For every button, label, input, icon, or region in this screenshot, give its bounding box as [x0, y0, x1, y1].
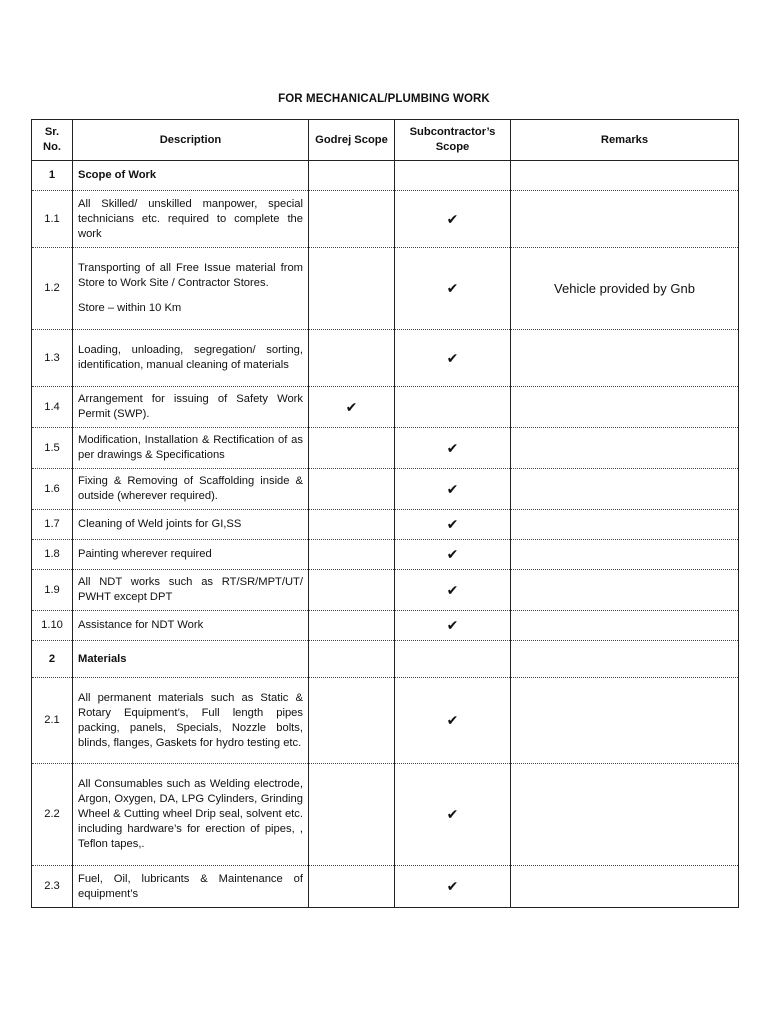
row-number: 1.4 [32, 387, 73, 428]
header-description: Description [73, 120, 309, 161]
description-text: Modification, Installation & Rectification of as per drawings & Specifications [78, 434, 303, 461]
description-text: Fuel, Oil, lubricants & Maintenance of equipment’s [78, 872, 303, 900]
check-icon: ✔ [446, 581, 459, 598]
subcontractor-scope-cell [395, 611, 511, 641]
subcontractor-scope-cell [395, 866, 511, 908]
header-remarks: Remarks [511, 120, 739, 161]
subcontractor-scope-cell [395, 191, 511, 248]
godrej-scope-cell [309, 570, 395, 611]
description-text: All permanent materials such as Static & Rotary Equipment’s, Full length pipes packing, panels, Specials, Nozzle bolts, blinds, flanges, Gaskets for hydro testing etc. [78, 691, 303, 749]
godrej-scope-cell [309, 764, 395, 866]
remarks-cell [511, 570, 739, 611]
remarks-cell [511, 161, 739, 191]
subcontractor-scope-cell [395, 678, 511, 764]
row-description [73, 611, 309, 641]
table-row [32, 866, 739, 908]
row-number: 2.1 [32, 678, 73, 764]
subcontractor-scope-cell [395, 764, 511, 866]
row-number: 1.7 [32, 510, 73, 540]
remarks-cell [511, 611, 739, 641]
table-row [32, 387, 739, 428]
header-sr-no: Sr. No. [32, 120, 73, 161]
row-description [73, 540, 309, 570]
description-text: Fixing & Removing of Scaffolding inside & outside (wherever required). [78, 475, 303, 502]
row-number: 1.3 [32, 330, 73, 387]
table-row [32, 191, 739, 248]
remarks-cell: Vehicle provided by Gnb [511, 248, 739, 330]
godrej-scope-cell [309, 678, 395, 764]
description-text: All NDT works such as RT/SR/MPT/UT/ PWHT except DPT [78, 576, 303, 603]
subcontractor-scope-cell [395, 387, 511, 428]
remarks-cell [511, 469, 739, 510]
row-description [73, 161, 309, 191]
subcontractor-scope-cell [395, 510, 511, 540]
section-row [32, 161, 739, 191]
scope-table [31, 119, 739, 908]
row-description [73, 191, 309, 248]
subcontractor-scope-cell [395, 428, 511, 469]
godrej-scope-cell [309, 248, 395, 330]
description-text: All Consumables such as Welding electrode, Argon, Oxygen, DA, LPG Cylinders, Grinding Wheel & Cutting wheel Drip seal, solvent etc. including hardware’s for erection of pipes, , Teflon tapes,. [78, 778, 303, 850]
table-row [32, 678, 739, 764]
description-text: Transporting of all Free Issue material from Store to Work Site / Contractor Stores. [78, 262, 303, 289]
godrej-scope-cell [309, 191, 395, 248]
row-number: 1 [32, 161, 73, 191]
check-icon: ✔ [446, 712, 459, 728]
table-row [32, 540, 739, 570]
table-row [32, 764, 739, 866]
check-icon: ✔ [345, 398, 358, 415]
table-row [32, 510, 739, 540]
check-icon: ✔ [446, 280, 459, 296]
godrej-scope-cell [309, 611, 395, 641]
row-number: 2.3 [32, 866, 73, 908]
check-icon: ✔ [446, 210, 459, 227]
row-description [73, 510, 309, 540]
description-text: Assistance for NDT Work [78, 619, 204, 631]
table-row [32, 248, 739, 330]
godrej-scope-cell [309, 330, 395, 387]
subcontractor-scope-cell [395, 641, 511, 678]
table-row [32, 469, 739, 510]
row-description [73, 469, 309, 510]
row-number: 1.6 [32, 469, 73, 510]
row-description [73, 428, 309, 469]
godrej-scope-cell [309, 641, 395, 678]
remarks-cell [511, 866, 739, 908]
description-text: Cleaning of Weld joints for GI,SS [78, 518, 242, 530]
remarks-cell [511, 540, 739, 570]
row-number: 1.10 [32, 611, 73, 641]
description-text: Materials [78, 652, 127, 665]
remarks-cell [511, 641, 739, 678]
table-row [32, 330, 739, 387]
check-icon: ✔ [446, 349, 459, 366]
header-subcontractor-scope: Subcontractor’s Scope [395, 120, 511, 161]
header-godrej-scope: Godrej Scope [309, 120, 395, 161]
table-row [32, 428, 739, 469]
table-row [32, 570, 739, 611]
row-description [73, 866, 309, 908]
godrej-scope-cell [309, 387, 395, 428]
check-icon: ✔ [446, 516, 459, 532]
subcontractor-scope-cell [395, 469, 511, 510]
remarks-cell [511, 510, 739, 540]
remarks-cell [511, 764, 739, 866]
row-number: 1.1 [32, 191, 73, 248]
table-header-row [32, 120, 739, 161]
row-description [73, 330, 309, 387]
description-text: All Skilled/ unskilled manpower, special technicians etc. required to complete the work [78, 197, 303, 240]
row-number: 1.5 [32, 428, 73, 469]
godrej-scope-cell [309, 540, 395, 570]
check-icon: ✔ [446, 806, 459, 822]
row-description [73, 764, 309, 866]
subcontractor-scope-cell [395, 248, 511, 330]
godrej-scope-cell [309, 428, 395, 469]
row-description [73, 641, 309, 678]
row-number: 1.2 [32, 248, 73, 330]
row-number: 2.2 [32, 764, 73, 866]
description-note: Store – within 10 Km [78, 302, 182, 314]
godrej-scope-cell [309, 469, 395, 510]
godrej-scope-cell [309, 866, 395, 908]
row-description [73, 678, 309, 764]
row-description [73, 387, 309, 428]
description-text: Arrangement for issuing of Safety Work Permit (SWP). [78, 393, 303, 420]
remarks-cell [511, 330, 739, 387]
check-icon: ✔ [446, 480, 459, 497]
row-number: 2 [32, 641, 73, 678]
check-icon: ✔ [446, 878, 459, 894]
godrej-scope-cell [309, 161, 395, 191]
subcontractor-scope-cell [395, 570, 511, 611]
subcontractor-scope-cell [395, 330, 511, 387]
remarks-cell [511, 387, 739, 428]
subcontractor-scope-cell [395, 161, 511, 191]
check-icon: ✔ [446, 439, 459, 456]
check-icon: ✔ [446, 546, 459, 562]
remarks-cell [511, 191, 739, 248]
row-number: 1.8 [32, 540, 73, 570]
check-icon: ✔ [446, 617, 459, 633]
description-text: Scope of Work [78, 169, 157, 181]
section-row [32, 641, 739, 678]
page-title: FOR MECHANICAL/PLUMBING WORK [278, 93, 490, 105]
row-number: 1.9 [32, 570, 73, 611]
table-body [32, 161, 739, 908]
remarks-cell [511, 428, 739, 469]
description-text: Loading, unloading, segregation/ sorting, identification, manual cleaning of materials [78, 344, 303, 371]
table-row [32, 611, 739, 641]
row-description [73, 570, 309, 611]
godrej-scope-cell [309, 510, 395, 540]
description-text: Painting wherever required [78, 548, 212, 560]
row-description [73, 248, 309, 330]
subcontractor-scope-cell [395, 540, 511, 570]
remarks-cell [511, 678, 739, 764]
